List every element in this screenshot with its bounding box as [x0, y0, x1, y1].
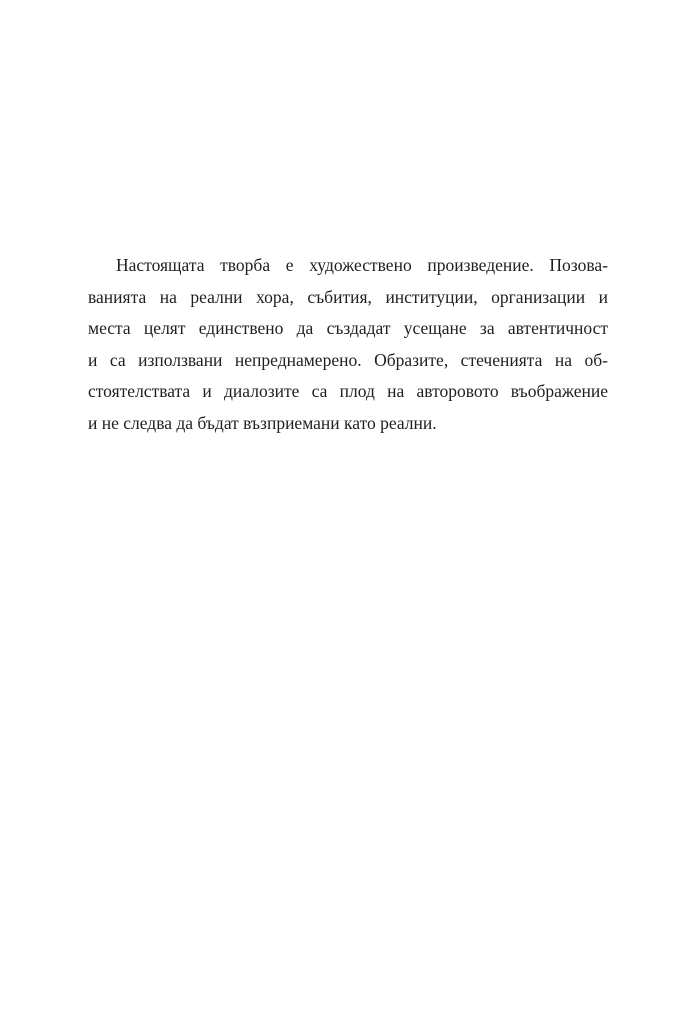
disclaimer-line-2: ванията на реални хора, събития, институции, организации и: [88, 286, 608, 307]
disclaimer-line-4: и са използвани непреднамерено. Образите, стеченията на об-: [88, 349, 608, 370]
disclaimer-line-5: стоятелствата и диалозите са плод на авторовото въображение: [88, 381, 608, 401]
disclaimer-line-3: места целят единствено да създадат усещане за автентичност: [88, 318, 608, 338]
disclaimer-line-1: Настоящата творба е художествено произведение. Позова-: [116, 255, 608, 275]
disclaimer-paragraph: [88, 250, 608, 439]
disclaimer-line-6: и не следва да бъдат възприемани като реални.: [88, 412, 437, 433]
